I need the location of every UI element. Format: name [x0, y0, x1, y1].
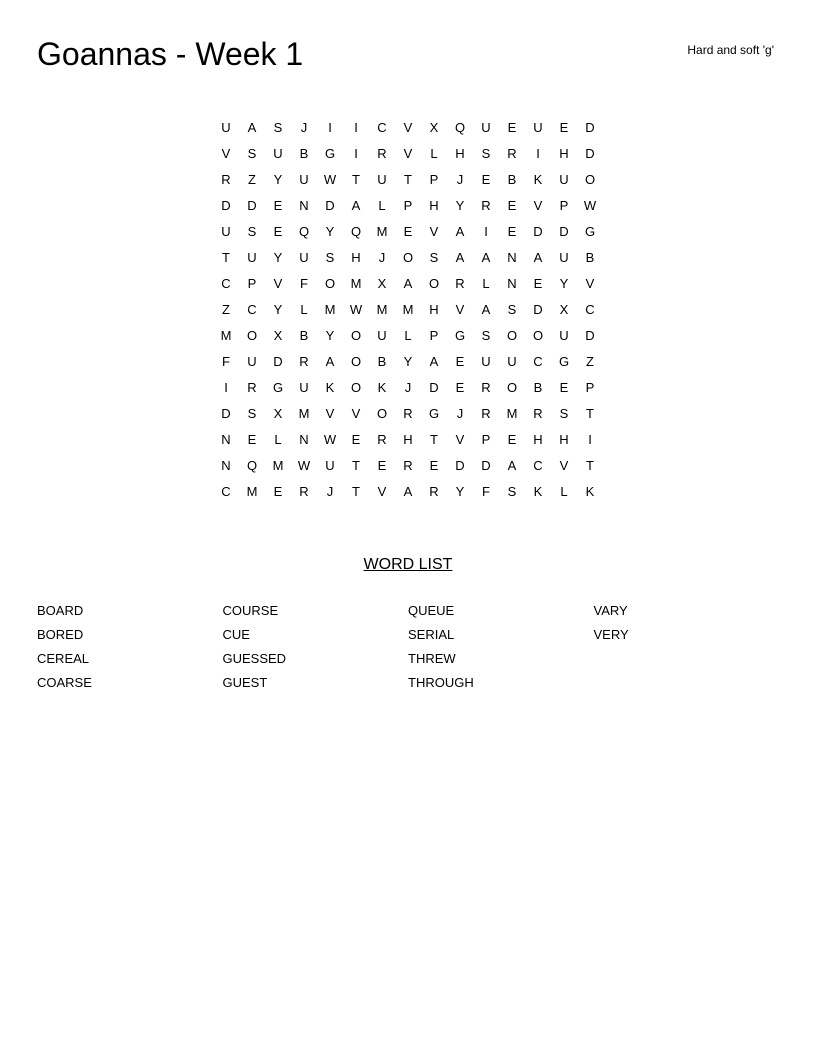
grid-cell: H: [559, 146, 569, 161]
word-list-item: [594, 671, 780, 695]
grid-cell: V: [403, 120, 413, 135]
grid-cell: T: [352, 172, 360, 187]
grid-cell: B: [585, 250, 595, 265]
grid-cell: R: [429, 484, 439, 499]
grid-cell: A: [481, 250, 491, 265]
grid-cell: E: [533, 276, 543, 291]
grid-cell: E: [481, 172, 491, 187]
grid-cell: R: [403, 458, 413, 473]
page-subtitle: Hard and soft 'g': [687, 43, 774, 57]
grid-cell: Y: [455, 484, 465, 499]
grid-cell: A: [403, 276, 413, 291]
grid-cell: O: [246, 328, 258, 343]
grid-cell: E: [507, 120, 517, 135]
grid-cell: N: [507, 276, 517, 291]
grid-cell: U: [533, 120, 543, 135]
grid-cell: I: [536, 146, 540, 161]
grid-cell: S: [325, 250, 335, 265]
grid-cell: I: [354, 120, 358, 135]
grid-cell: Z: [248, 172, 256, 187]
grid-cell: L: [560, 484, 568, 499]
grid-cell: T: [586, 406, 594, 421]
grid-cell: P: [559, 198, 569, 213]
grid-cell: O: [584, 172, 596, 187]
page-title: Goannas - Week 1: [37, 36, 304, 72]
grid-cell: I: [588, 432, 592, 447]
grid-cell: H: [351, 250, 361, 265]
grid-cell: S: [507, 302, 517, 317]
grid-cell: L: [274, 432, 282, 447]
grid-cell: K: [325, 380, 335, 395]
grid-cell: J: [300, 120, 308, 135]
letter-grid: [213, 115, 603, 505]
grid-cell: H: [559, 432, 569, 447]
word-list-item: CUE: [222, 627, 250, 642]
grid-cell: X: [377, 276, 387, 291]
grid-cell: T: [586, 458, 594, 473]
grid-cell: O: [350, 380, 362, 395]
grid-cell: L: [430, 146, 438, 161]
grid-cell: U: [247, 354, 257, 369]
grid-cell: E: [507, 432, 517, 447]
grid-cell: D: [247, 198, 257, 213]
grid-cell: E: [507, 198, 517, 213]
grid-cell: U: [559, 328, 569, 343]
grid-cell: X: [429, 120, 439, 135]
grid-cell: M: [350, 276, 362, 291]
grid-cell: D: [585, 146, 595, 161]
grid-cell: C: [221, 484, 231, 499]
grid-cell: G: [454, 328, 466, 343]
grid-cell: W: [297, 458, 311, 473]
grid-cell: H: [429, 302, 439, 317]
grid-cell: F: [300, 276, 308, 291]
grid-cell: G: [558, 354, 570, 369]
grid-cell: J: [326, 484, 334, 499]
grid-cell: O: [376, 406, 388, 421]
grid-cell: C: [247, 302, 257, 317]
grid-cell: C: [533, 458, 543, 473]
grid-cell: V: [403, 146, 413, 161]
grid-cell: R: [221, 172, 231, 187]
grid-cell: P: [247, 276, 257, 291]
grid-cell: E: [507, 224, 517, 239]
grid-cell: V: [533, 198, 543, 213]
grid-cell: O: [506, 328, 518, 343]
grid-cell: T: [352, 458, 360, 473]
grid-cell: N: [299, 432, 309, 447]
grid-cell: L: [482, 276, 490, 291]
grid-cell: A: [429, 354, 439, 369]
grid-cell: E: [559, 120, 569, 135]
grid-cell: Y: [273, 250, 283, 265]
word-list-item: CEREAL: [37, 651, 90, 666]
grid-cell: U: [559, 172, 569, 187]
grid-cell: D: [481, 458, 491, 473]
grid-cell: K: [585, 484, 595, 499]
grid-cell: M: [376, 302, 388, 317]
grid-cell: A: [533, 250, 543, 265]
grid-cell: V: [325, 406, 335, 421]
grid-cell: S: [507, 484, 517, 499]
grid-cell: W: [349, 302, 363, 317]
grid-cell: S: [481, 328, 491, 343]
grid-cell: J: [456, 406, 464, 421]
grid-cell: R: [377, 146, 387, 161]
grid-cell: N: [221, 458, 231, 473]
grid-cell: S: [481, 146, 491, 161]
grid-cell: A: [455, 250, 465, 265]
grid-cell: M: [324, 302, 336, 317]
grid-cell: V: [455, 432, 465, 447]
grid-cell: Z: [222, 302, 230, 317]
grid-cell: U: [559, 250, 569, 265]
grid-cell: I: [354, 146, 358, 161]
grid-cell: Q: [298, 224, 310, 239]
grid-cell: X: [559, 302, 569, 317]
word-list-item: BOARD: [37, 603, 84, 618]
grid-cell: R: [299, 484, 309, 499]
grid-cell: N: [299, 198, 309, 213]
grid-cell: G: [584, 224, 596, 239]
word-list-item: GUESSED: [222, 651, 287, 666]
grid-cell: Q: [350, 224, 362, 239]
grid-cell: C: [533, 354, 543, 369]
grid-cell: K: [533, 484, 543, 499]
grid-cell: E: [247, 432, 257, 447]
grid-cell: A: [247, 120, 257, 135]
grid-cell: L: [378, 198, 386, 213]
grid-cell: I: [224, 380, 228, 395]
word-list-heading: [0, 554, 816, 576]
grid-cell: Q: [246, 458, 258, 473]
grid-cell: X: [273, 328, 283, 343]
grid-cell: O: [506, 380, 518, 395]
grid-cell: O: [350, 354, 362, 369]
grid-cell: G: [272, 380, 284, 395]
grid-cell: U: [507, 354, 517, 369]
grid-cell: A: [507, 458, 517, 473]
grid-cell: U: [221, 120, 231, 135]
grid-cell: U: [325, 458, 335, 473]
grid-cell: J: [378, 250, 386, 265]
word-list-item: COARSE: [37, 675, 92, 690]
word-list-item: THREW: [408, 651, 456, 666]
grid-cell: R: [377, 432, 387, 447]
grid-cell: U: [299, 172, 309, 187]
grid-cell: F: [482, 484, 490, 499]
grid-cell: L: [404, 328, 412, 343]
grid-cell: S: [247, 406, 257, 421]
grid-cell: R: [533, 406, 543, 421]
grid-cell: F: [222, 354, 230, 369]
grid-cell: V: [585, 276, 595, 291]
grid-cell: H: [455, 146, 465, 161]
grid-cell: J: [456, 172, 464, 187]
grid-cell: T: [352, 484, 360, 499]
grid-cell: U: [273, 146, 283, 161]
grid-cell: O: [324, 276, 336, 291]
grid-cell: D: [273, 354, 283, 369]
grid-cell: V: [351, 406, 361, 421]
grid-cell: V: [429, 224, 439, 239]
grid-cell: A: [403, 484, 413, 499]
grid-cell: D: [221, 198, 231, 213]
grid-cell: U: [299, 380, 309, 395]
grid-cell: T: [404, 172, 412, 187]
grid-cell: M: [246, 484, 258, 499]
grid-cell: H: [533, 432, 543, 447]
grid-cell: V: [273, 276, 283, 291]
grid-cell: Y: [559, 276, 569, 291]
grid-cell: D: [325, 198, 335, 213]
word-list-item: THROUGH: [408, 675, 474, 690]
grid-cell: W: [583, 198, 597, 213]
word-list-item: BORED: [37, 627, 84, 642]
grid-cell: E: [351, 432, 361, 447]
grid-cell: P: [429, 328, 439, 343]
grid-cell: I: [484, 224, 488, 239]
grid-cell: D: [533, 302, 543, 317]
grid-cell: E: [455, 380, 465, 395]
grid-cell: R: [299, 354, 309, 369]
grid-cell: R: [481, 406, 491, 421]
grid-cell: S: [559, 406, 569, 421]
grid-cell: D: [221, 406, 231, 421]
grid-cell: L: [300, 302, 308, 317]
grid-cell: U: [299, 250, 309, 265]
grid-cell: P: [585, 380, 595, 395]
grid-cell: K: [377, 380, 387, 395]
grid-cell: R: [403, 406, 413, 421]
word-list-item: [594, 647, 780, 671]
word-list-item: VERY: [593, 627, 629, 642]
grid-cell: G: [428, 406, 440, 421]
grid-cell: V: [559, 458, 569, 473]
grid-cell: B: [299, 146, 309, 161]
grid-cell: D: [429, 380, 439, 395]
grid-cell: E: [273, 224, 283, 239]
grid-cell: C: [221, 276, 231, 291]
grid-cell: S: [247, 146, 257, 161]
grid-cell: M: [298, 406, 310, 421]
grid-cell: Z: [586, 354, 594, 369]
grid-cell: O: [428, 276, 440, 291]
grid-cell: B: [377, 354, 387, 369]
grid-cell: A: [481, 302, 491, 317]
grid-cell: E: [377, 458, 387, 473]
grid-cell: M: [402, 302, 414, 317]
grid-cell: D: [455, 458, 465, 473]
word-list-item: SERIAL: [408, 627, 455, 642]
grid-cell: E: [273, 198, 283, 213]
word-list-item: QUEUE: [408, 603, 455, 618]
grid-cell: P: [429, 172, 439, 187]
grid-cell: C: [585, 302, 595, 317]
grid-cell: T: [430, 432, 438, 447]
grid-cell: D: [533, 224, 543, 239]
word-list: [37, 599, 779, 695]
grid-cell: U: [377, 328, 387, 343]
grid-cell: U: [481, 354, 491, 369]
grid-cell: O: [532, 328, 544, 343]
grid-cell: V: [455, 302, 465, 317]
grid-cell: S: [429, 250, 439, 265]
grid-cell: D: [559, 224, 569, 239]
grid-cell: S: [247, 224, 257, 239]
grid-cell: R: [481, 198, 491, 213]
grid-cell: E: [429, 458, 439, 473]
grid-cell: E: [273, 484, 283, 499]
word-list-item: COURSE: [222, 603, 279, 618]
grid-cell: Y: [273, 172, 283, 187]
grid-cell: A: [455, 224, 465, 239]
grid-cell: R: [507, 146, 517, 161]
grid-cell: A: [325, 354, 335, 369]
grid-cell: E: [559, 380, 569, 395]
grid-cell: U: [221, 224, 231, 239]
grid-cell: Q: [454, 120, 466, 135]
grid-cell: H: [403, 432, 413, 447]
grid-cell: E: [403, 224, 413, 239]
grid-cell: B: [507, 172, 517, 187]
grid-cell: Y: [325, 224, 335, 239]
grid-cell: M: [376, 224, 388, 239]
grid-cell: N: [221, 432, 231, 447]
grid-cell: H: [429, 198, 439, 213]
grid-cell: M: [506, 406, 518, 421]
grid-cell: P: [403, 198, 413, 213]
grid-cell: Y: [273, 302, 283, 317]
grid-cell: A: [351, 198, 361, 213]
grid-cell: R: [455, 276, 465, 291]
grid-cell: E: [455, 354, 465, 369]
grid-cell: C: [377, 120, 387, 135]
grid-cell: X: [273, 406, 283, 421]
grid-cell: W: [323, 432, 337, 447]
grid-cell: B: [299, 328, 309, 343]
grid-cell: B: [533, 380, 543, 395]
grid-cell: R: [481, 380, 491, 395]
word-list-heading-text: WORD LIST: [363, 556, 453, 573]
grid-cell: D: [585, 120, 595, 135]
grid-cell: P: [481, 432, 491, 447]
grid-cell: I: [328, 120, 332, 135]
grid-cell: D: [585, 328, 595, 343]
grid-cell: Y: [325, 328, 335, 343]
word-list-item: GUEST: [222, 675, 268, 690]
grid-cell: O: [402, 250, 414, 265]
grid-cell: U: [377, 172, 387, 187]
word-list-item: VARY: [593, 603, 628, 618]
grid-cell: R: [247, 380, 257, 395]
grid-cell: U: [247, 250, 257, 265]
grid-cell: T: [222, 250, 230, 265]
grid-cell: K: [533, 172, 543, 187]
grid-cell: V: [221, 146, 231, 161]
grid-cell: U: [481, 120, 491, 135]
grid-cell: Y: [403, 354, 413, 369]
grid-cell: J: [404, 380, 412, 395]
grid-cell: S: [273, 120, 283, 135]
grid-cell: Y: [455, 198, 465, 213]
grid-cell: G: [324, 146, 336, 161]
grid-cell: O: [350, 328, 362, 343]
grid-cell: M: [272, 458, 284, 473]
grid-cell: N: [507, 250, 517, 265]
grid-cell: M: [220, 328, 232, 343]
grid-cell: V: [377, 484, 387, 499]
grid-cell: W: [323, 172, 337, 187]
